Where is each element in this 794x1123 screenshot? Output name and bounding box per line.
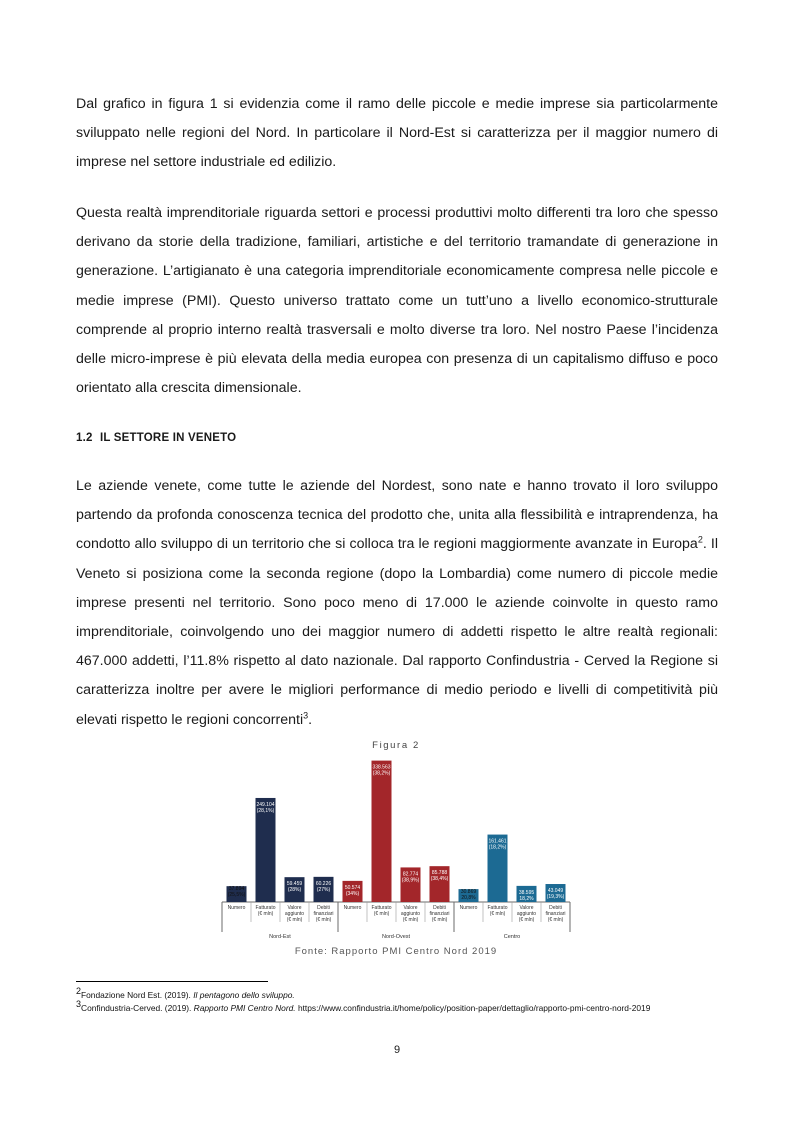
- footnote-ref-2[interactable]: 2: [697, 534, 703, 545]
- data-label-line: (28%): [287, 887, 302, 894]
- tick-label-line: Fatturato: [371, 905, 392, 911]
- tick-label-line: Debiti: [549, 905, 562, 911]
- tick-label-line: (€ mln): [431, 917, 448, 923]
- data-label: [228, 886, 246, 898]
- data-label-line: 85.788: [431, 870, 448, 877]
- tick-label-line: Debiti: [317, 905, 330, 911]
- data-label-line: (27%): [316, 886, 331, 893]
- tick-label: [313, 905, 333, 923]
- data-label-line: (28,1%): [256, 807, 275, 814]
- tick-label-line: (€ mln): [257, 911, 274, 917]
- tick-label-line: (€ mln): [489, 911, 506, 917]
- page-number: 9: [393, 1044, 401, 1056]
- section-title: IL SETTORE IN VENETO: [100, 432, 237, 444]
- data-label-line: (38,9%): [401, 877, 420, 884]
- data-label-line: 20,8%: [461, 895, 476, 902]
- tick-label-line: (€ mln): [315, 917, 332, 923]
- tick-label-line: Fatturato: [487, 905, 508, 911]
- data-label-line: (19,3%): [546, 894, 565, 901]
- footnote-ref-3[interactable]: 3: [303, 709, 309, 720]
- tick-label-line: (€ mln): [286, 917, 303, 923]
- group-label-centro: Centro: [503, 934, 521, 940]
- data-label-line: 59.459: [286, 881, 303, 888]
- data-label-line: 338.563: [372, 764, 391, 771]
- tick-label-line: Numero: [227, 905, 246, 911]
- section-number: 1.2: [76, 432, 93, 444]
- tick-label: [401, 905, 420, 923]
- group-label-nord-est: Nord-Est: [269, 934, 291, 940]
- data-label: [345, 885, 361, 897]
- data-label-line: (38,2%): [372, 770, 391, 777]
- tick-label-line: aggiunto: [516, 911, 537, 917]
- data-label-line: 30.869: [460, 889, 477, 896]
- data-label-line: 43.049: [547, 888, 564, 895]
- tick-label-line: finanziari: [545, 911, 566, 917]
- footnote-2-text: Fondazione Nord Est. (2019).: [81, 990, 194, 1000]
- tick-label-line: (€ mln): [402, 917, 419, 923]
- footnote-2: [76, 986, 716, 1002]
- data-label: [431, 870, 449, 882]
- data-label-line: 50.574: [344, 884, 361, 891]
- tick-label-line: Numero: [343, 905, 362, 911]
- data-label-line: 82.774: [402, 871, 419, 878]
- bar-nord-ovest-2: [372, 761, 392, 902]
- data-label: [316, 881, 332, 893]
- footnote-3-link[interactable]: https://www.confindustria.it/home/policy/position-paper/dettaglio/rapporto-pmi-centro-nord-2019: [295, 1002, 651, 1013]
- footnote-3-title: Rapporto PMI Centro Nord.: [193, 1002, 296, 1013]
- tick-label: [285, 905, 304, 923]
- data-label-line: 60.226: [315, 880, 332, 887]
- data-label-line: (34%): [345, 890, 360, 897]
- data-label: [461, 889, 477, 901]
- tick-label-line: (€ mln): [518, 917, 535, 923]
- footnotes: [76, 986, 716, 1014]
- data-label: [402, 871, 420, 883]
- data-label: [256, 802, 274, 814]
- data-label-line: (38,4%): [430, 876, 449, 883]
- tick-label-line: finanziari: [313, 911, 334, 917]
- figure-source: Fonte: Rapporto PMI Centro Nord 2019: [294, 946, 498, 957]
- tick-label-line: Fatturato: [255, 905, 276, 911]
- tick-label-line: Valore: [403, 905, 418, 911]
- data-label: [488, 839, 506, 851]
- tick-label: [545, 905, 565, 923]
- data-label-line: (18,2%): [488, 844, 507, 851]
- paragraph-veneto-text-c: .: [308, 711, 313, 728]
- footnote-2-title: Il pentagono dello sviluppo.: [193, 990, 295, 1000]
- data-label-line: 37.894: [228, 886, 245, 893]
- data-label-line: 161.461: [488, 838, 507, 845]
- footnote-3-text: Confindustria-Cerved. (2019).: [81, 1002, 194, 1013]
- tick-label: [228, 905, 246, 911]
- tick-label-line: (€ mln): [373, 911, 390, 917]
- tick-label-line: Debiti: [433, 905, 446, 911]
- data-label: [372, 765, 390, 777]
- tick-label-line: (€ mln): [547, 917, 564, 923]
- tick-label-line: Numero: [459, 905, 478, 911]
- paragraph-pmi: Questa realtà imprenditoriale riguarda settori e processi produttivi molto differenti tra loro che spesso derivano da storie della tradizione, familiari, artistiche e del territorio tramandate di generazione in generazione. L’artigianato è una categoria imprenditoriale economicamente compresa nelle piccole e medie imprese (PMI). Questo universo trattato come un tutt’uno a livello economico-strutturale comprende al proprio interno realtà trasversali e molto diverse tra loro. Nel nostro Paese l’incidenza delle micro-imprese è più elevata della media europea con presenza di un capitalismo diffuso e poco orientato alla crescita dimensionale.: [76, 205, 718, 397]
- tick-label: [487, 905, 507, 917]
- bar-chart: [218, 738, 578, 944]
- data-label-line: 18,2%: [519, 895, 534, 902]
- data-label-line: 249.104: [256, 801, 275, 808]
- tick-label: [460, 905, 478, 911]
- data-label-line: 38.595: [518, 889, 535, 896]
- data-label: [547, 888, 565, 900]
- tick-label-line: finanziari: [429, 911, 450, 917]
- group-label-nord-ovest: Nord-Ovest: [381, 934, 411, 940]
- footnote-mark-3: 3: [76, 998, 82, 1009]
- figure-2: [218, 738, 578, 964]
- tick-label: [344, 905, 362, 911]
- tick-label-line: aggiunto: [284, 911, 305, 917]
- paragraph-intro: Dal grafico in figura 1 si evidenzia come il ramo delle piccole e medie imprese sia particolarmente sviluppato nelle regioni del Nord. In particolare il Nord-Est si caratterizza per il maggior numero di imprese nel settore industriale ed edilizio.: [76, 96, 718, 171]
- tick-label: [255, 905, 275, 917]
- data-label: [519, 890, 535, 902]
- tick-label-line: Valore: [287, 905, 302, 911]
- footnote-3: [76, 998, 716, 1015]
- data-label-line: (25,5%): [227, 892, 246, 899]
- paragraph-veneto-text-a: Le aziende venete, come tutte le aziende del Nordest, sono nate e hanno trovato il loro sviluppo partendo da profonda conoscenza tecnica del prodotto che, unita alla flessibilità e intraprendenza, ha condotto allo sviluppo di un territorio che si colloca tra le regioni maggiormente avanzate in Europa: [76, 478, 718, 553]
- tick-label: [429, 905, 449, 923]
- paragraph-veneto: [76, 472, 718, 735]
- paragraph-veneto-text-b: . Il Veneto si posiziona come la seconda regione (dopo la Lombardia) come numero di piccole medie imprese presenti nel territorio. Sono poco meno di 17.000 le aziende coinvolte in questo ramo imprenditoriale, coinvolgendo uno dei maggior numero di addetti rispetto le altre realtà regionali: 467.000 addetti, l’11.8% rispetto al dato nazionale. Dal rapporto Confindustria - Cerved la Regione si caratterizza inoltre per avere le migliori performance di medio periodo e livelli di competitività più elevati rispetto le regioni concorrenti: [76, 536, 718, 728]
- tick-label: [371, 905, 391, 917]
- tick-label: [517, 905, 536, 923]
- section-heading: [76, 432, 236, 444]
- tick-label-line: Valore: [519, 905, 534, 911]
- data-label: [287, 881, 303, 893]
- tick-label-line: aggiunto: [400, 911, 421, 917]
- footnote-separator: [76, 981, 268, 982]
- figure-title: Figura 2: [372, 740, 420, 751]
- footnote-mark-2: 2: [76, 986, 82, 997]
